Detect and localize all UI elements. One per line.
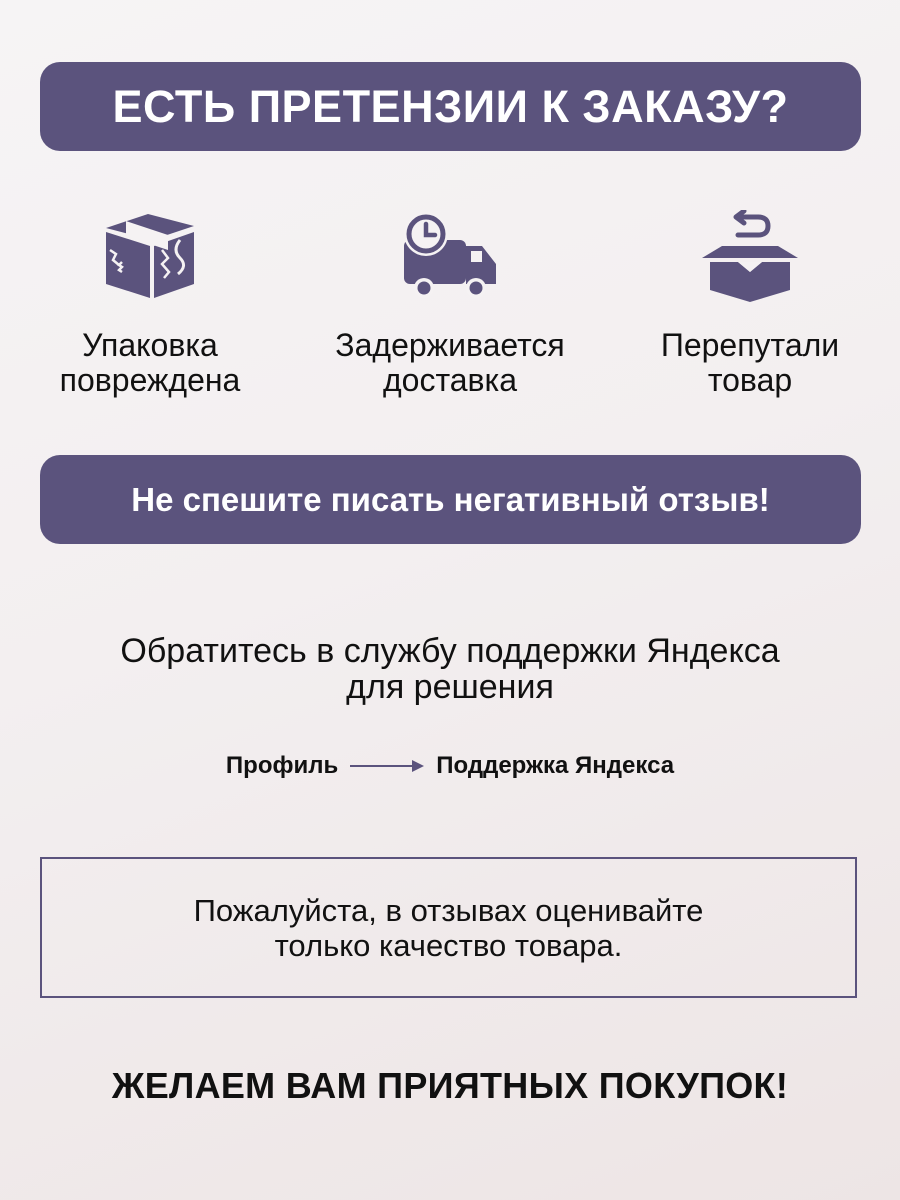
review-note-text: Пожалуйста, в отзывах оценивайте только качество товара. <box>193 892 704 963</box>
issue-label: Задерживается доставка <box>335 327 565 398</box>
issue-label: Упаковка повреждена <box>59 327 241 398</box>
footer-message: ЖЕЛАЕМ ВАМ ПРИЯТНЫХ ПОКУПОК! <box>111 1065 789 1106</box>
return-box-icon <box>700 210 800 302</box>
damaged-box-icon <box>100 210 200 302</box>
header-title: ЕСТЬ ПРЕТЕНЗИИ К ЗАКАЗУ? <box>112 80 789 132</box>
issue-label: Перепутали товар <box>660 327 840 398</box>
arrow-right-icon <box>350 759 424 773</box>
warning-banner <box>40 455 861 544</box>
issues-row <box>0 210 900 410</box>
navigation-path <box>0 752 900 780</box>
issue-delayed-delivery <box>300 210 600 398</box>
issue-wrong-item <box>600 210 900 398</box>
warning-text: Не спешите писать негативный отзыв! <box>131 480 770 518</box>
review-note-box <box>40 857 857 998</box>
delivery-truck-clock-icon <box>400 210 500 302</box>
issue-damaged-package <box>0 210 300 398</box>
support-instruction: Обратитесь в службу поддержки Яндекса для решения <box>120 632 780 706</box>
header-banner <box>40 62 861 151</box>
path-from: Профиль <box>225 752 339 779</box>
path-to: Поддержка Яндекса <box>436 752 675 779</box>
